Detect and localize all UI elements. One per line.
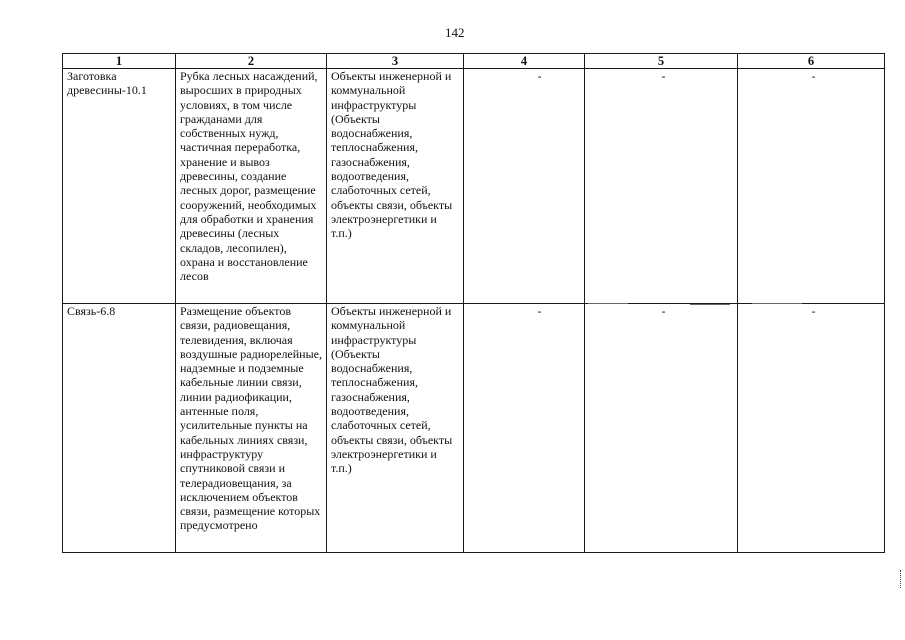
dash-value: - [537, 304, 542, 318]
dash-value: - [811, 69, 816, 83]
scan-artifact [752, 303, 802, 304]
column-header-4: 4 [464, 54, 585, 69]
permitted-objects-cell: Объекты инженерной и коммунальной инфраструктуры (Объекты водоснабжения, теплоснабжения, газоснабжения, водоотведения, слаботочных сетей, объекты связи, объекты электроэнергетики и т.п.) [327, 304, 464, 553]
scan-artifact [690, 304, 730, 305]
scan-artifact [588, 303, 628, 304]
col6-cell [738, 69, 885, 304]
column-header-6: 6 [738, 54, 885, 69]
permitted-objects-cell: Объекты инженерной и коммунальной инфраструктуры (Объекты водоснабжения, теплоснабжения, газоснабжения, водоотведения, слаботочных сетей, объекты связи, объекты электроэнергетики и т.п.) [327, 69, 464, 304]
table-row [63, 304, 885, 553]
dash-value: - [537, 69, 542, 83]
col5-cell [585, 69, 738, 304]
column-header-5: 5 [585, 54, 738, 69]
table-header-row [63, 54, 885, 69]
column-header-1: 1 [63, 54, 176, 69]
col4-cell [464, 304, 585, 553]
dash-value: - [661, 69, 666, 83]
col4-cell [464, 69, 585, 304]
column-header-3: 3 [327, 54, 464, 69]
land-use-description-cell: Размещение объектов связи, радиовещания, телевидения, включая воздушные радиорелейные, надземные и подземные кабельные линии связи, линии радиофикации, антенные поля, усилительные пункты на кабельных линиях связи, инфраструктуру спутниковой связи и телерадиовещания, за исключением объектов связи, размещение которых предусмотрено [176, 304, 327, 553]
dash-value: - [661, 304, 666, 318]
col5-cell [585, 304, 738, 553]
column-header-2: 2 [176, 54, 327, 69]
land-use-name-cell: Связь-6.8 [63, 304, 176, 553]
page-number: 142 [445, 25, 465, 40]
scan-edge-marks [900, 570, 903, 588]
land-use-description-cell: Рубка лесных насаждений, выросших в природных условиях, в том числе гражданами для собственных нужд, частичная переработка, хранение и вывоз древесины, создание лесных дорог, размещение сооружений, необходимых для обработки и хранения древесины (лесных складов, лесопилен), охрана и восстановление лесов [176, 69, 327, 304]
col6-cell [738, 304, 885, 553]
land-use-name-cell: Заготовка древесины-10.1 [63, 69, 176, 304]
dash-value: - [811, 304, 816, 318]
table-row [63, 69, 885, 304]
